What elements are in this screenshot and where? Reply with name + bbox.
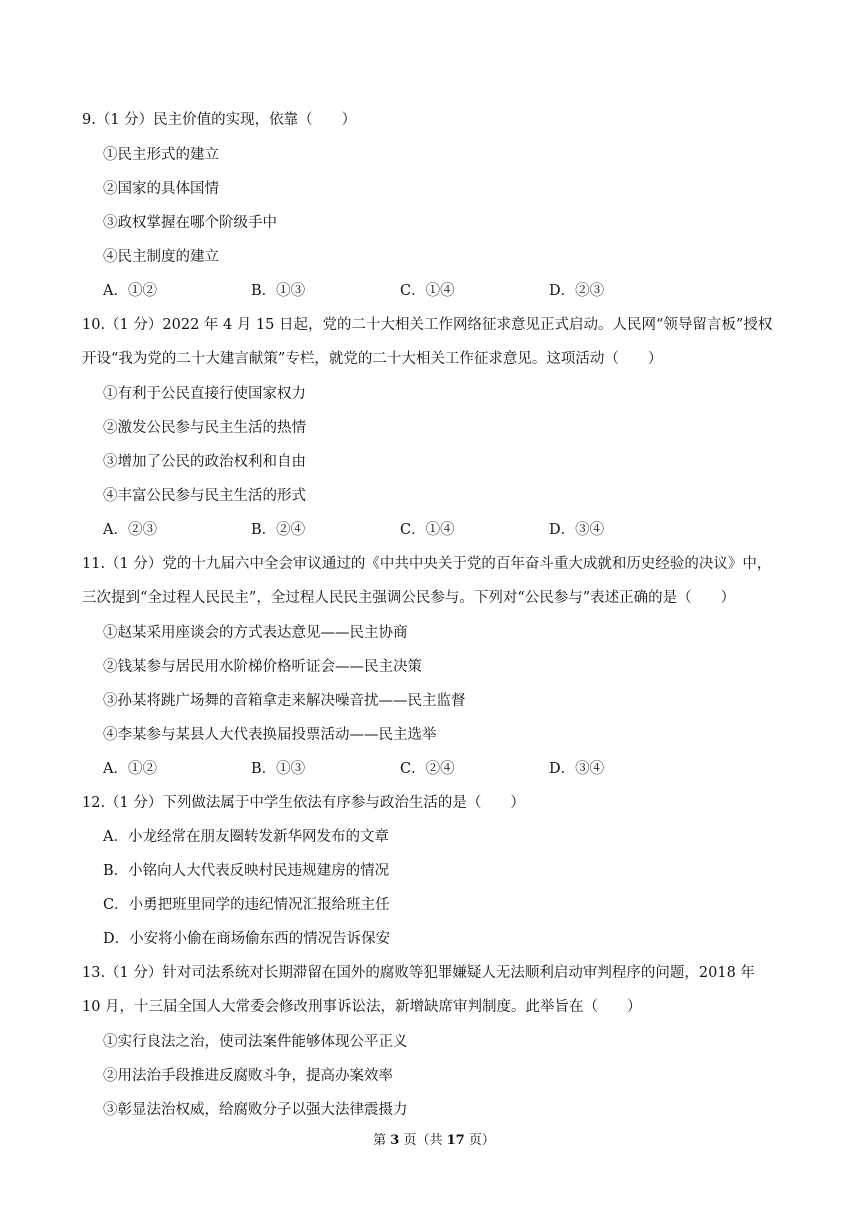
question-11-choice-d[interactable]: D．③④ (549, 761, 605, 777)
question-11-choice-a[interactable]: A．①② (103, 761, 157, 777)
question-11-item-4: ④李某参与某县人大代表换届投票活动——民主选举 (103, 727, 437, 743)
page-footer (0, 1131, 868, 1151)
question-10-choice-a[interactable]: A．②③ (103, 522, 157, 538)
question-9-item-2: ②国家的具体国情 (103, 181, 219, 197)
footer-middle: 页（共 (399, 1133, 447, 1148)
question-13-item-3: ③彰显法治权威，给腐败分子以强大法律震摄力 (103, 1102, 408, 1118)
question-10-stem-line-2: 开设“我为党的二十大建言献策”专栏，就党的二十大相关工作征求意见。这项活动（ ） (82, 351, 663, 367)
question-10-choice-d[interactable]: D．③④ (549, 522, 605, 538)
question-9-item-1: ①民主形式的建立 (103, 147, 219, 163)
footer-prefix: 第 (373, 1133, 391, 1148)
question-10-item-4: ④丰富公民参与民主生活的形式 (103, 488, 306, 504)
question-9-item-4: ④民主制度的建立 (103, 249, 219, 265)
question-9-stem: 9.（1 分）民主价值的实现，依靠（ ） (82, 112, 357, 128)
question-12-choice-c[interactable]: C．小勇把班里同学的违纪情况汇报给班主任 (103, 897, 390, 913)
question-9-item-3: ③政权掌握在哪个阶级手中 (103, 215, 277, 231)
question-13-stem-line-2: 10 月，十三届全国人大常委会修改刑事诉讼法，新增缺席审判制度。此举旨在（ ） (82, 999, 642, 1015)
question-11-item-1: ①赵某采用座谈会的方式表达意见——民主协商 (103, 625, 408, 641)
question-12-stem: 12.（1 分）下列做法属于中学生依法有序参与政治生活的是（ ） (82, 795, 525, 811)
question-11-stem-line-1: 11.（1 分）党的十九届六中全会审议通过的《中共中央关于党的百年奋斗重大成就和历史经验的决议》中， (82, 556, 772, 572)
footer-total-pages: 17 (446, 1133, 465, 1148)
question-12-choice-d[interactable]: D．小安将小偷在商场偷东西的情况告诉保安 (103, 931, 391, 947)
question-11-item-3: ③孙某将跳广场舞的音箱拿走来解决噪音扰——民主监督 (103, 693, 466, 709)
question-11-stem-line-2: 三次提到“全过程人民民主”，全过程人民民主强调公民参与。下列对“公民参与”表述正确的是（ ） (82, 590, 736, 606)
question-13-item-1: ①实行良法之治，使司法案件能够体现公平正义 (103, 1034, 408, 1050)
question-11-choice-b[interactable]: B．①③ (251, 761, 306, 777)
question-9-choice-b[interactable]: B．①③ (251, 283, 306, 299)
question-10-item-1: ①有利于公民直接行使国家权力 (103, 386, 306, 402)
question-9-choice-d[interactable]: D．②③ (549, 283, 605, 299)
question-10-item-2: ②激发公民参与民主生活的热情 (103, 420, 306, 436)
question-12-choice-b[interactable]: B．小铭向人大代表反映村民违规建房的情况 (103, 863, 390, 879)
question-9-choice-a[interactable]: A．①② (103, 283, 157, 299)
question-12-choice-a[interactable]: A．小龙经常在朋友圈转发新华网发布的文章 (103, 829, 389, 845)
question-11-choice-c[interactable]: C．②④ (400, 761, 455, 777)
question-13-item-2: ②用法治手段推进反腐败斗争，提高办案效率 (103, 1068, 393, 1084)
question-13-stem-line-1: 13.（1 分）针对司法系统对长期滞留在国外的腐败等犯罪嫌疑人无法顺利启动审判程序的问题，2018 年 (82, 965, 755, 981)
question-10-item-3: ③增加了公民的政治权利和自由 (103, 454, 306, 470)
question-9-choice-c[interactable]: C．①④ (400, 283, 455, 299)
question-11-item-2: ②钱某参与居民用水阶梯价格听证会——民主决策 (103, 659, 422, 675)
footer-suffix: 页） (464, 1133, 495, 1148)
footer-page-number: 3 (390, 1133, 400, 1148)
question-10-choice-c[interactable]: C．①④ (400, 522, 455, 538)
question-10-choice-b[interactable]: B．②④ (251, 522, 306, 538)
question-10-stem-line-1: 10.（1 分）2022 年 4 月 15 日起，党的二十大相关工作网络征求意见正式启动。人民网“领导留言板”授权 (82, 317, 773, 333)
